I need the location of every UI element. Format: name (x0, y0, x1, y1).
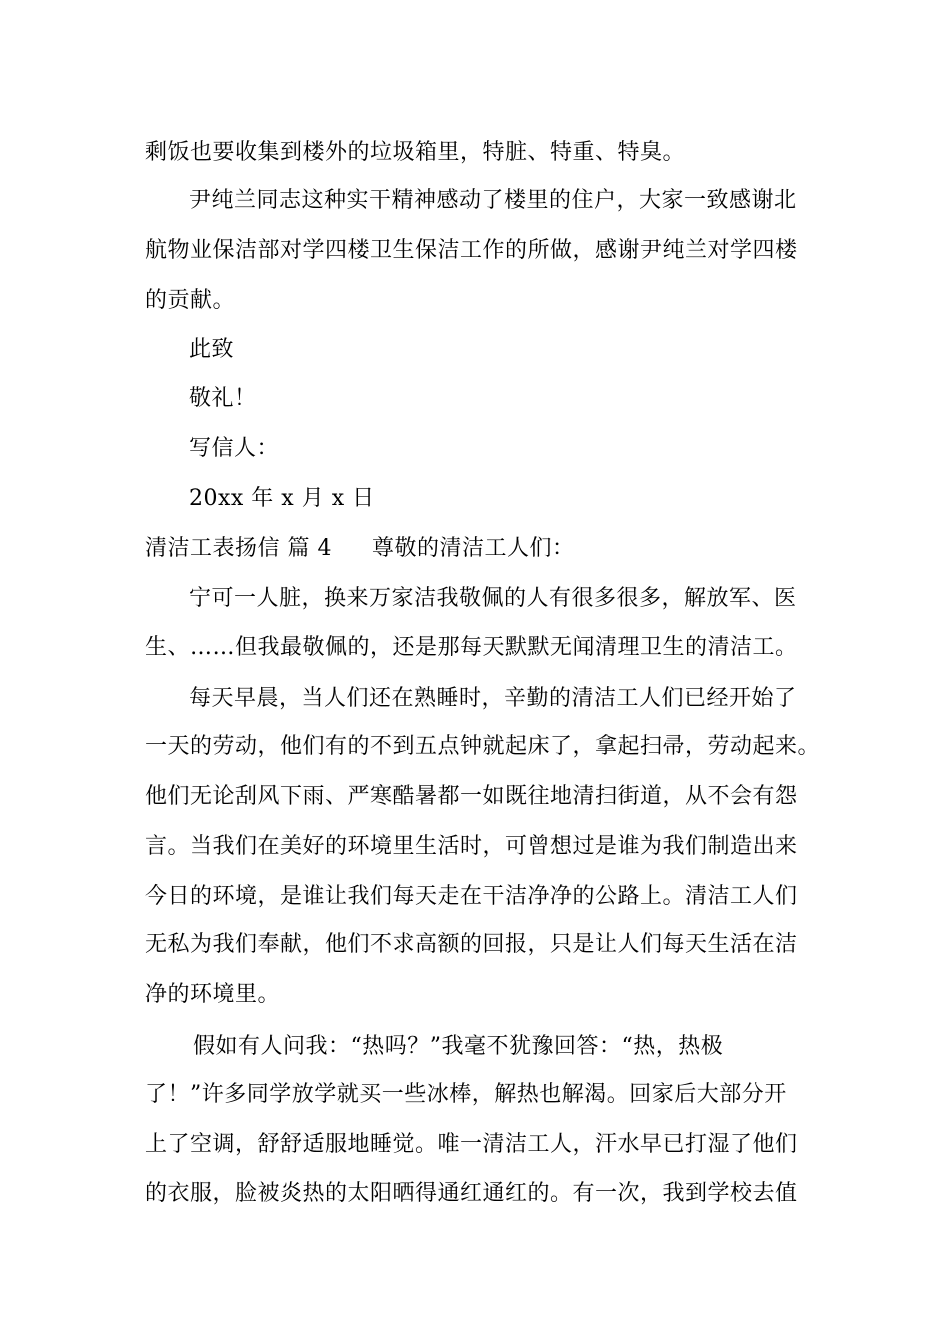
text-line-22: 的衣服，脸被炎热的太阳晒得通红通红的。有一次，我到学校去值 (145, 1181, 798, 1206)
signature-label: 写信人： (189, 436, 280, 461)
text-line-2: 尹纯兰同志这种实干精神感动了楼里的住户，大家一致感谢北 (189, 188, 797, 213)
text-line-15: 言。当我们在美好的环境里生活时，可曾想过是谁为我们制造出来 (145, 834, 798, 859)
text-line-1: 剩饭也要收集到楼外的垃圾箱里，特脏、特重、特臭。 (145, 140, 686, 165)
salutation: 尊敬的清洁工人们： (371, 536, 575, 561)
text-line-16: 今日的环境，是谁让我们每天走在干洁净净的公路上。清洁工人们 (145, 884, 798, 909)
text-line-13: 一天的劳动，他们有的不到五点钟就起床了，拿起扫帚，劳动起来。 (145, 734, 821, 759)
text-line-12: 每天早晨，当人们还在熟睡时，辛勤的清洁工人们已经开始了 (189, 686, 797, 711)
text-line-4: 的贡献。 (145, 288, 236, 313)
closing-phrase: 此致 (189, 337, 235, 362)
text-line-11: 生、……但我最敬佩的，还是那每天默默无闻清理卫生的清洁工。 (145, 635, 798, 660)
section-heading: 清洁工表扬信 篇 4 (145, 536, 332, 561)
section-heading-line (145, 536, 575, 562)
text-line-20: 了！”许多同学放学就买一些冰棒，解热也解渴。回家后大部分开 (145, 1082, 787, 1107)
text-line-14: 他们无论刮风下雨、严寒酷暑都一如既往地清扫街道，从不会有怨 (145, 784, 798, 809)
text-line-21: 上了空调，舒舒适服地睡觉。唯一清洁工人，汗水早已打湿了他们 (145, 1132, 798, 1157)
date-line: 20xx 年 x 月 x 日 (189, 486, 375, 511)
text-line-19: 假如有人问我：“热吗？”我毫不犹豫回答：“热，热极 (193, 1034, 724, 1059)
text-line-17: 无私为我们奉献，他们不求高额的回报，只是让人们每天生活在洁 (145, 932, 798, 957)
text-line-10: 宁可一人脏，换来万家洁我敬佩的人有很多很多，解放军、医 (189, 586, 797, 611)
text-line-18: 净的环境里。 (145, 982, 281, 1007)
text-line-3: 航物业保洁部对学四楼卫生保洁工作的所做，感谢尹纯兰对学四楼 (145, 238, 798, 263)
closing-salute: 敬礼！ (189, 386, 257, 411)
